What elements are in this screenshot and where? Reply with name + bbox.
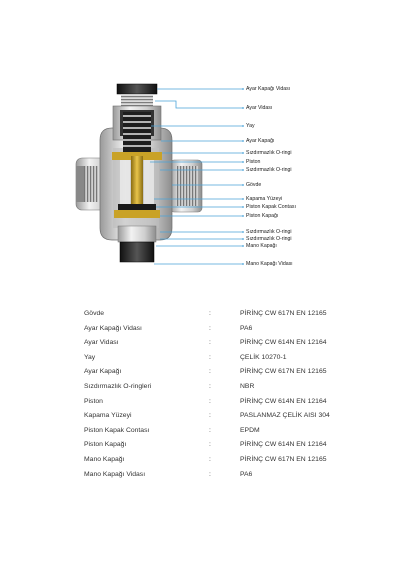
separator: : — [209, 324, 211, 332]
callout-adjusting-cap: Ayar Kapağı — [246, 138, 275, 144]
part-name: Ayar Vidası — [84, 339, 119, 347]
part-material: NBR — [240, 382, 255, 390]
table-row — [84, 456, 384, 471]
table-row — [84, 368, 384, 383]
callout-spring: Yay — [246, 123, 255, 129]
callout-piston-cap-gasket: Piston Kapak Contası — [246, 204, 296, 210]
callout-body: Gövde — [246, 182, 262, 188]
right-outlet — [170, 160, 202, 212]
separator: : — [209, 441, 211, 449]
separator: : — [209, 470, 211, 478]
part-material: EPDM — [240, 426, 260, 434]
table-row — [84, 339, 384, 354]
spring — [123, 112, 151, 152]
part-material: ÇELİK 10270-1 — [240, 353, 287, 361]
callout-mano-cap: Mano Kapağı — [246, 243, 277, 249]
piston-cap — [114, 204, 160, 218]
separator: : — [209, 426, 211, 434]
callout-o-ring-2: Sızdırmazlık O-ringi — [246, 167, 292, 173]
callout-piston-cap: Piston Kapağı — [246, 213, 279, 219]
separator: : — [209, 412, 211, 420]
leader-dots — [242, 88, 244, 265]
part-name: Piston — [84, 397, 103, 405]
table-row — [84, 441, 384, 456]
part-material: PASLANMAZ ÇELİK AISI 304 — [240, 412, 330, 420]
adjusting-cap-screw — [117, 84, 157, 106]
separator: : — [209, 455, 211, 463]
part-name: Yay — [84, 353, 96, 361]
callout-mano-cap-screw: Mano Kapağı Vidası — [246, 261, 293, 267]
part-name: Ayar Kapağı Vidası — [84, 324, 142, 332]
table-row — [84, 354, 384, 369]
part-name: Piston Kapağı — [84, 441, 127, 449]
table-row — [84, 383, 384, 398]
callout-o-ring-1: Sızdırmazlık O-ringi — [246, 150, 292, 156]
separator: : — [209, 397, 211, 405]
part-material: PİRİNÇ CW 614N EN 12164 — [240, 441, 327, 449]
separator: : — [209, 368, 211, 376]
part-material: PİRİNÇ CW 617N EN 12165 — [240, 455, 327, 463]
part-material: PA6 — [240, 324, 253, 332]
table-row — [84, 398, 384, 413]
table-row — [84, 412, 384, 427]
callout-o-ring-3: Sızdırmazlık O-ringi — [246, 229, 292, 235]
callout-adjusting-cap-screw: Ayar Kapağı Vidası — [246, 86, 291, 92]
part-name: Mano Kapağı — [84, 455, 125, 463]
part-name: Gövde — [84, 310, 105, 317]
material-spec-table — [84, 310, 384, 485]
mano-cap — [118, 226, 156, 262]
part-material: PİRİNÇ CW 614N EN 12164 — [240, 397, 327, 405]
callout-closing-surface: Kapama Yüzeyi — [246, 196, 283, 202]
callout-piston: Piston — [246, 159, 261, 165]
part-material: PA6 — [240, 470, 253, 478]
table-row — [84, 325, 384, 340]
separator: : — [209, 353, 211, 361]
separator: : — [209, 382, 211, 390]
table-row — [84, 310, 384, 325]
part-name: Kapama Yüzeyi — [84, 412, 132, 420]
part-name: Mano Kapağı Vidası — [84, 470, 146, 478]
callout-o-ring-4: Sızdırmazlık O-ringi — [246, 236, 292, 242]
separator: : — [209, 339, 211, 347]
part-material: PİRİNÇ CW 617N EN 12165 — [240, 368, 327, 376]
separator: : — [209, 310, 211, 317]
table-row — [84, 427, 384, 442]
part-name: Piston Kapak Contası — [84, 426, 150, 434]
table-row — [84, 471, 384, 486]
part-material: PİRİNÇ CW 614N EN 12164 — [240, 339, 327, 347]
part-name: Ayar Kapağı — [84, 368, 122, 376]
part-name: Sızdırmazlık O-ringleri — [84, 382, 152, 390]
part-material: PİRİNÇ CW 617N EN 12165 — [240, 310, 327, 317]
callout-adjusting-screw: Ayar Vidası — [246, 105, 273, 111]
